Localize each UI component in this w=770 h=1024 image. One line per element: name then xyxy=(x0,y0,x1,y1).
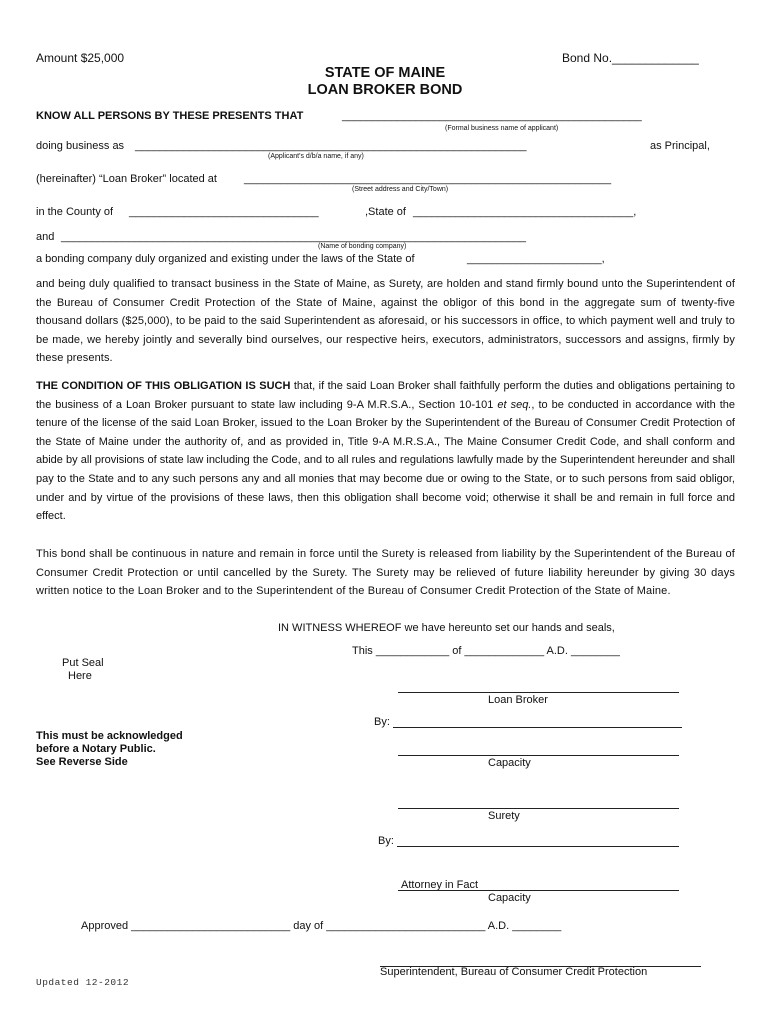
as-principal-label: as Principal, xyxy=(650,140,710,152)
notary-note-2: before a Notary Public. xyxy=(36,743,156,755)
address-field[interactable]: ____________________________________________________________ xyxy=(244,173,612,185)
know-all-heading: KNOW ALL PERSONS BY THESE PRESENTS THAT xyxy=(36,110,304,122)
county-label: in the County of xyxy=(36,206,114,218)
capacity-line-1[interactable] xyxy=(398,755,679,756)
condition-heading: THE CONDITION OF THIS OBLIGATION IS SUCH xyxy=(36,380,291,392)
state-field[interactable]: ____________________________________, xyxy=(413,206,637,218)
loan-broker-label: Loan Broker xyxy=(488,694,548,706)
county-field[interactable]: _______________________________ xyxy=(129,206,319,218)
surety-label: Surety xyxy=(488,810,520,822)
witness-text: IN WITNESS WHEREOF we have hereunto set our hands and seals, xyxy=(278,622,615,634)
capacity-label-1: Capacity xyxy=(488,757,531,769)
bond-number-field[interactable]: Bond No._____________ xyxy=(562,51,699,65)
by-label-1: By: xyxy=(374,716,390,728)
seal-label-2: Here xyxy=(68,670,92,682)
bonding-company-field[interactable]: ____________________________________________________________________________ xyxy=(61,231,526,243)
condition-paragraph xyxy=(36,377,735,526)
dba-field[interactable]: ________________________________________________________________ xyxy=(135,140,527,152)
condition-text-a: that, if the said Loan Broker shall faithfully perform the duties and obligations pertaining to the business of a Loan Broker pursuant to state law including 9-A M.R.S.A., Section 10-101 xyxy=(36,380,735,411)
bonding-label: a bonding company duly organized and existing under the laws of the State of xyxy=(36,253,415,265)
date-fields[interactable]: This ____________ of _____________ A.D. ________ xyxy=(352,645,620,657)
applicant-name-hint: (Formal business name of applicant) xyxy=(445,125,559,132)
dba-hint: (Applicant's d/b/a name, if any) xyxy=(268,153,364,160)
page-subtitle: LOAN BROKER BOND xyxy=(307,82,463,98)
condition-text-b: , to be conducted in accordance with the tenure of the license of the said Loan Broker, issued to the Loan Broker by the Superintendent of the Bureau of Consumer Credit Protection of the State of Maine under the authority of, and as provided in, Title 9-A M.R.S.A., The Maine Consumer Credit Code, and shall conform and abide by all provisions of state law including the Code, and to all rules and regulations lawfully made by the Superintendent hereunder and shall pay to the State and to any such persons any and all monies that may become due or owing to the State, or to such persons from said obligor, under and by virtue of the provisions of these laws, then this obligation shall become void; otherwise it shall be and remain in full force and effect. xyxy=(36,398,735,523)
surety-signature-line[interactable] xyxy=(398,808,679,809)
loan-broker-signature-line[interactable] xyxy=(398,692,679,693)
state-label: ,State of xyxy=(365,206,406,218)
located-label: (hereinafter) “Loan Broker” located at xyxy=(36,173,217,185)
amount-label: Amount $25,000 xyxy=(36,51,125,65)
seal-label-1: Put Seal xyxy=(62,657,104,669)
dba-label: doing business as xyxy=(36,140,125,152)
bonding-company-hint: (Name of bonding company) xyxy=(318,243,407,250)
approved-line[interactable]: Approved __________________________ day of __________________________ A.D. ________ xyxy=(81,920,562,932)
updated-footer: Updated 12-2012 xyxy=(36,977,130,988)
notary-note-3: See Reverse Side xyxy=(36,756,128,768)
by-label-2: By: xyxy=(378,835,394,847)
address-hint: (Street address and City/Town) xyxy=(352,186,449,193)
applicant-name-field[interactable]: _________________________________________________ xyxy=(342,110,642,122)
and-label: and xyxy=(36,231,55,243)
attorney-in-fact-label: Attorney in Fact xyxy=(401,879,479,891)
capacity-label-2: Capacity xyxy=(488,892,531,904)
condition-italic: et seq. xyxy=(497,398,532,411)
superintendent-label: Superintendent, Bureau of Consumer Credit Protection xyxy=(380,966,648,978)
notary-note-1: This must be acknowledged xyxy=(36,730,183,742)
attorney-line[interactable] xyxy=(398,890,679,891)
page-title: STATE OF MAINE xyxy=(324,65,446,81)
bonding-state-field[interactable]: ______________________, xyxy=(467,253,605,265)
by-signature-line-2[interactable] xyxy=(397,846,679,847)
continuity-paragraph: This bond shall be continuous in nature and remain in force until the Surety is released from liability by the Superintendent of the Bureau of Consumer Credit Protection or until cancelled by the Surety. The Surety may be relieved of future liability hereunder by giving 30 days written notice to the Loan Broker and to the Superintendent of the Bureau of Consumer Credit Protection of the State of Maine. xyxy=(36,548,735,598)
obligation-paragraph: and being duly qualified to transact business in the State of Maine, as Surety, are holden and stand firmly bound unto the Superintendent of the Bureau of Consumer Credit Protection of the State of Maine, against the obligor of this bond in the aggregate sum of twenty-five thousand dollars ($25,000), to be paid to the said Superintendent as aforesaid, or his successors in office, to which payment well and truly to be made, we hereby jointly and severally bind ourselves, our respective heirs, executors, administrators, successors and assigns, firmly by these presents. xyxy=(36,278,735,365)
by-signature-line-1[interactable] xyxy=(393,727,682,728)
